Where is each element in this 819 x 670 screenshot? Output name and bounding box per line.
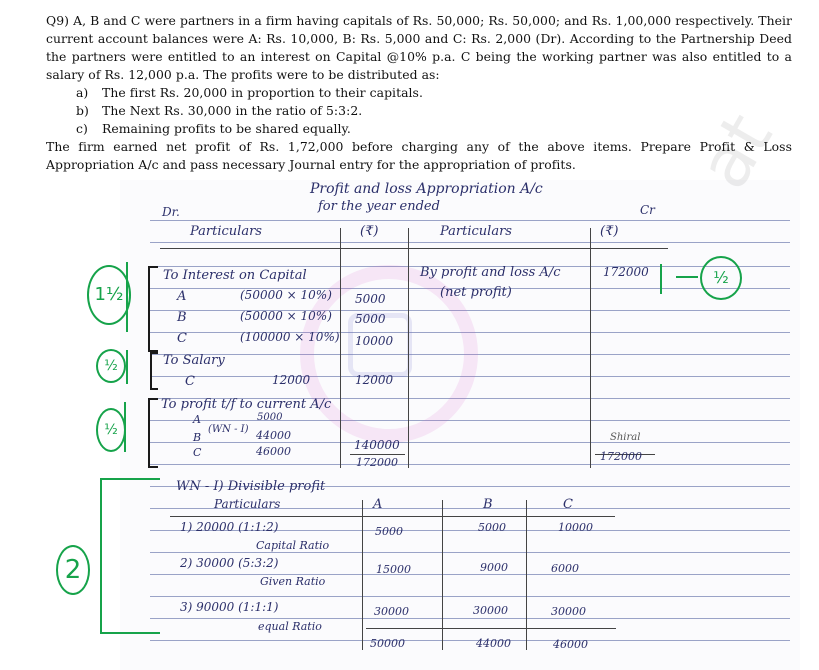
list-item: a) The first Rs. 20,000 in proportion to their capitals. [76, 85, 423, 100]
profit-partner-b: B [193, 431, 202, 444]
profit-bracket [148, 398, 158, 468]
mark-bracket [660, 264, 662, 294]
mark-credit-circle: ½ [700, 256, 742, 300]
wn-title: WN - I) Divisible profit [176, 479, 326, 494]
profit-amount-b: 44000 [256, 429, 291, 442]
interest-head: To Interest on Capital [163, 268, 307, 283]
col-amount-right: (₹) [600, 224, 619, 239]
cr-label: Cr [640, 203, 655, 217]
question-text [46, 12, 792, 174]
partner-b: B [177, 310, 187, 325]
wn-row-1-c: 10000 [558, 521, 593, 534]
wn-row-2-note: Given Ratio [260, 575, 326, 588]
wn-row-3: 3) 90000 (1:1:1) [180, 600, 279, 614]
question-intro: Q9) A, B and C were partners in a firm having capitals of Rs. 50,000; Rs. 50,000; and Rs. 1,00,000 respectively. Their current account balances were A: Rs. 10,000, B: Rs. 5,000 and C: Rs. 2,000 (Dr). According to the Partnership Deed the partners were entitled to an interest on Capital @10% p.a. C being the working partner was also entitled to a salary of Rs. 12,000 p.a. The profits were to be distributed as: [46, 13, 792, 82]
profit-note: (WN - I) [208, 424, 249, 435]
mark-bracket [124, 402, 126, 452]
mark-bracket [100, 478, 102, 634]
profit-partner-c: C [193, 446, 202, 459]
wn-row-2-c: 6000 [551, 562, 579, 575]
wn-divider [362, 500, 363, 650]
wn-col-b: B [483, 497, 493, 512]
partner-c: C [177, 331, 187, 346]
account-title: Profit and loss Appropriation A/c [310, 181, 543, 197]
wn-header-rule [170, 516, 615, 517]
wn-row-2-a: 15000 [376, 563, 411, 576]
interest-calc-a: (50000 × 10%) [240, 288, 332, 302]
wn-total-a: 50000 [370, 637, 405, 650]
interest-amount-a: 5000 [355, 292, 386, 306]
list-item: c) Remaining profits to be shared equally. [76, 121, 351, 136]
column-divider [590, 228, 591, 468]
wn-col-c: C [563, 497, 573, 512]
wn-row-3-b: 30000 [473, 604, 508, 617]
mark-interest-circle: 1½ [87, 265, 131, 325]
mark-bracket [100, 632, 160, 634]
wn-row-2-b: 9000 [480, 561, 508, 574]
wn-row-2: 2) 30000 (5:3:2) [180, 556, 279, 570]
wn-particulars: Particulars [214, 497, 281, 511]
wn-total-rule [366, 628, 616, 629]
salary-bracket [150, 352, 158, 390]
interest-calc-b: (50000 × 10%) [240, 309, 332, 323]
col-amount-left: (₹) [360, 224, 379, 239]
profit-transfer-head: To profit t/f to current A/c [161, 397, 332, 412]
mark-bracket [126, 262, 128, 332]
wn-row-3-a: 30000 [374, 605, 409, 618]
mark-working-circle: 2 [56, 545, 90, 595]
col-particulars-left: Particulars [190, 224, 262, 239]
watermark-text: at [682, 100, 789, 202]
wn-total-c: 46000 [553, 638, 588, 651]
salary-partner: C [185, 374, 195, 389]
wn-row-1: 1) 20000 (1:1:2) [180, 520, 279, 534]
mark-profit-circle: ½ [96, 408, 126, 452]
interest-bracket [148, 266, 158, 352]
profit-partner-a: A [193, 413, 201, 426]
column-divider [408, 228, 409, 468]
col-particulars-right: Particulars [440, 224, 512, 239]
credit-line-1: By profit and loss A/c [420, 265, 561, 280]
question-closing: The firm earned net profit of Rs. 1,72,000 before charging any of the above items. Prepare Profit & Loss Appropriation A/c and pass necessary Journal entry for the appropriation of profits. [46, 139, 792, 172]
credit-amount: 172000 [603, 265, 649, 279]
wn-total-b: 44000 [476, 637, 511, 650]
profit-amount-a: 5000 [257, 412, 283, 423]
interest-calc-c: (100000 × 10%) [240, 330, 340, 344]
mark-connector [676, 276, 698, 278]
header-rule [160, 248, 668, 249]
account-subtitle: for the year ended [318, 199, 440, 214]
distribution-list [76, 84, 792, 138]
list-item: b) The Next Rs. 30,000 in the ratio of 5:3:2. [76, 103, 363, 118]
profit-amount-c: 46000 [256, 445, 291, 458]
wn-row-1-note: Capital Ratio [256, 539, 330, 552]
debit-total: 172000 [356, 456, 398, 469]
partner-a: A [177, 289, 187, 304]
column-divider [340, 228, 341, 468]
wn-row-1-a: 5000 [375, 525, 403, 538]
profit-total: 140000 [354, 438, 400, 452]
mark-bracket [126, 350, 128, 384]
salary-amount: 12000 [272, 373, 311, 387]
mark-salary-circle: ½ [96, 349, 126, 383]
salary-total: 12000 [355, 373, 394, 387]
salary-head: To Salary [163, 353, 225, 368]
credit-line-2: (net profit) [440, 285, 512, 300]
wn-row-3-note: equal Ratio [258, 620, 322, 633]
mark-bracket [100, 478, 160, 480]
interest-amount-c: 10000 [355, 334, 394, 348]
wn-row-3-c: 30000 [551, 605, 586, 618]
wn-row-1-b: 5000 [478, 521, 506, 534]
wn-col-a: A [373, 497, 383, 512]
signature: Shiral [610, 432, 641, 443]
credit-total: 172000 [600, 450, 642, 463]
dr-label: Dr. [162, 205, 180, 219]
interest-amount-b: 5000 [355, 312, 386, 326]
total-rule [350, 454, 405, 455]
